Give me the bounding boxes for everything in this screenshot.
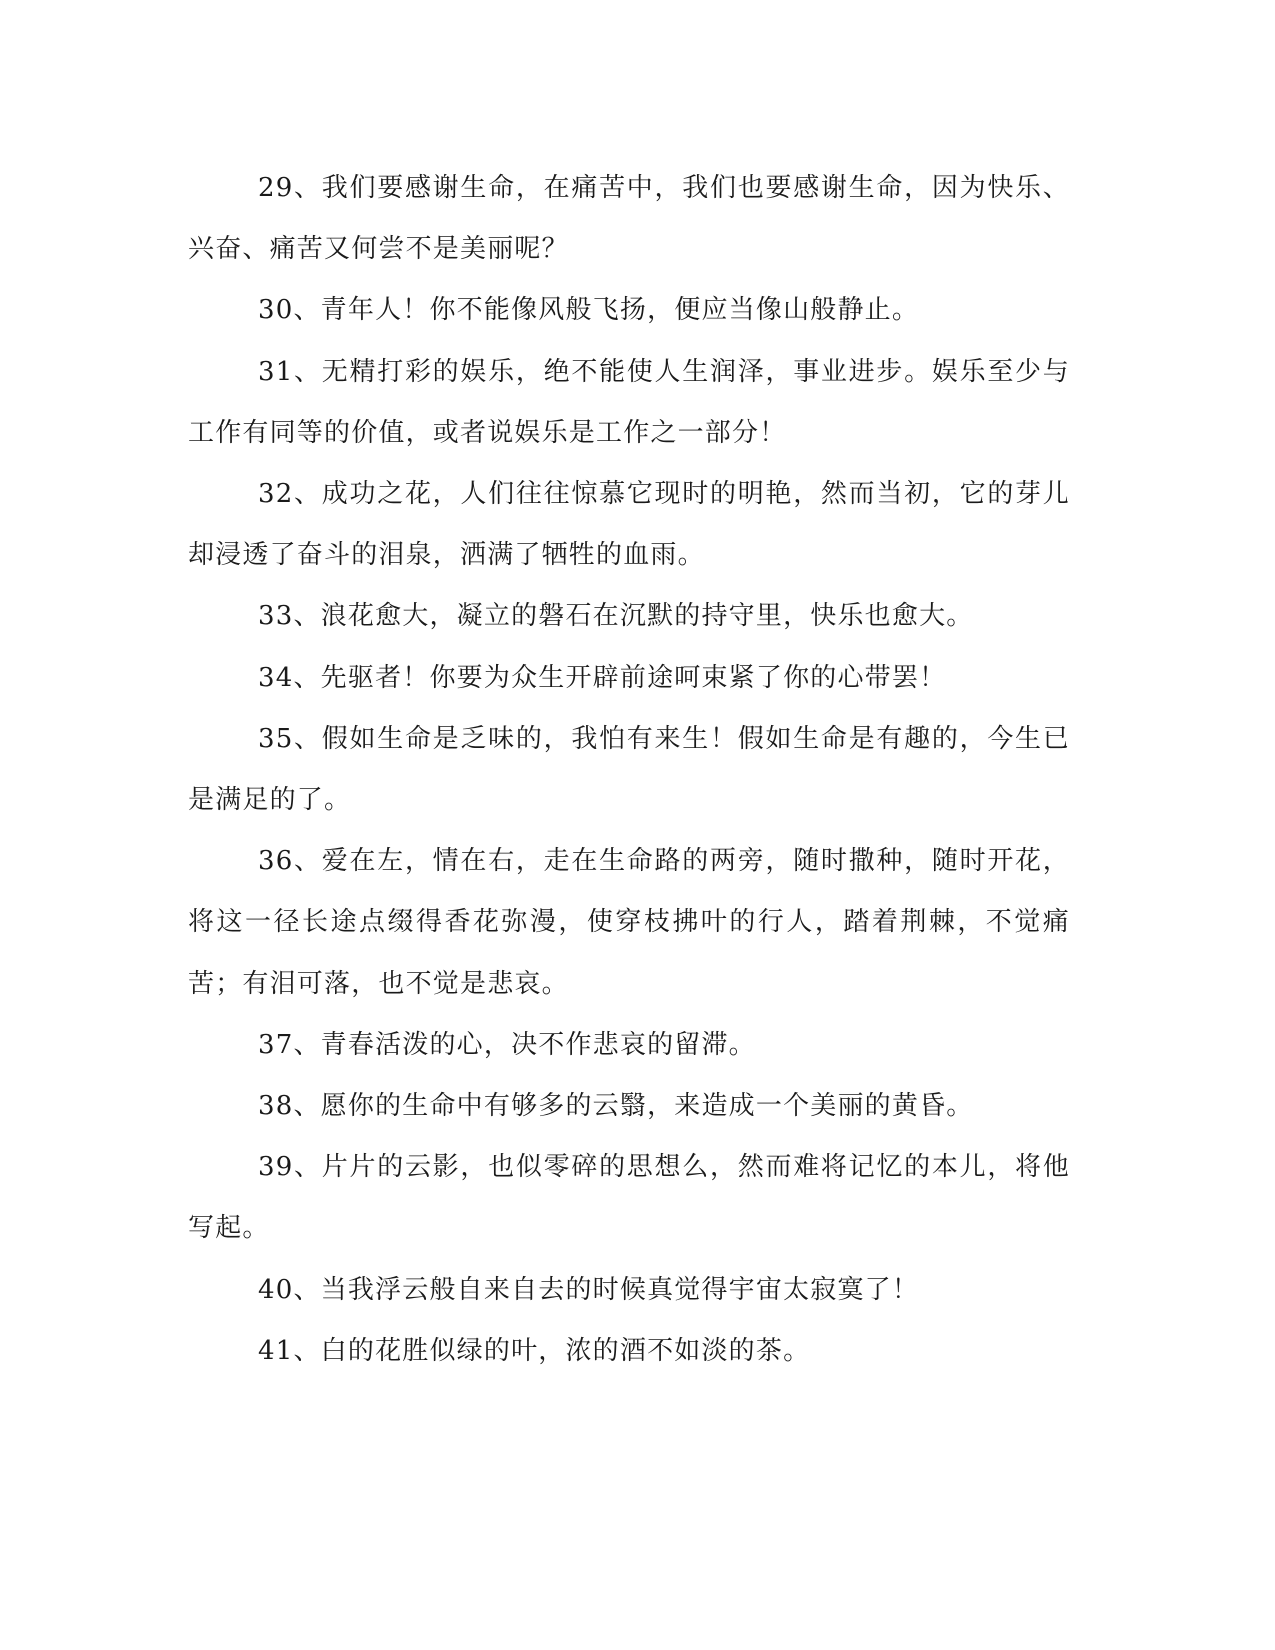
paragraph-36: 36、爱在左，情在右，走在生命路的两旁，随时撒种，随时开花，将这一径长途点缀得香花弥漫，使穿枝拂叶的行人，踏着荆棘，不觉痛苦；有泪可落，也不觉是悲哀。 [188,846,1070,999]
paragraph-39: 39、片片的云影，也似零碎的思想么，然而难将记忆的本儿，将他写起。 [188,1152,1070,1244]
paragraph-37: 37、青春活泼的心，决不作悲哀的留滞。 [258,1029,756,1060]
paragraph-35: 35、假如生命是乏味的，我怕有来生！假如生命是有趣的，今生已是满足的了。 [188,723,1070,816]
paragraph-31: 31、无精打彩的娱乐，绝不能使人生润泽，事业进步。娱乐至少与工作有同等的价值，或者说娱乐是工作之一部分！ [188,356,1070,448]
paragraph-32: 32、成功之花，人们往往惊慕它现时的明艳，然而当初，它的芽儿却浸透了奋斗的泪泉，洒满了牺牲的血雨。 [188,479,1070,571]
paragraph-40: 40、当我浮云般自来自去的时候真觉得宇宙太寂寞了！ [258,1274,920,1305]
paragraph-30: 30、青年人！你不能像风般飞扬，便应当像山般静止。 [258,295,920,326]
paragraph-34: 34、先驱者！你要为众生开辟前途呵束紧了你的心带罢！ [258,662,947,693]
paragraph-41: 41、白的花胜似绿的叶，浓的酒不如淡的茶。 [258,1335,811,1366]
paragraph-38: 38、愿你的生命中有够多的云翳，来造成一个美丽的黄昏。 [258,1091,974,1122]
paragraph-33: 33、浪花愈大，凝立的磐石在沉默的持守里，快乐也愈大。 [258,601,974,632]
paragraph-29: 29、我们要感谢生命，在痛苦中，我们也要感谢生命，因为快乐、兴奋、痛苦又何尝不是美丽呢？ [188,173,1070,265]
document-body [188,158,1070,1382]
